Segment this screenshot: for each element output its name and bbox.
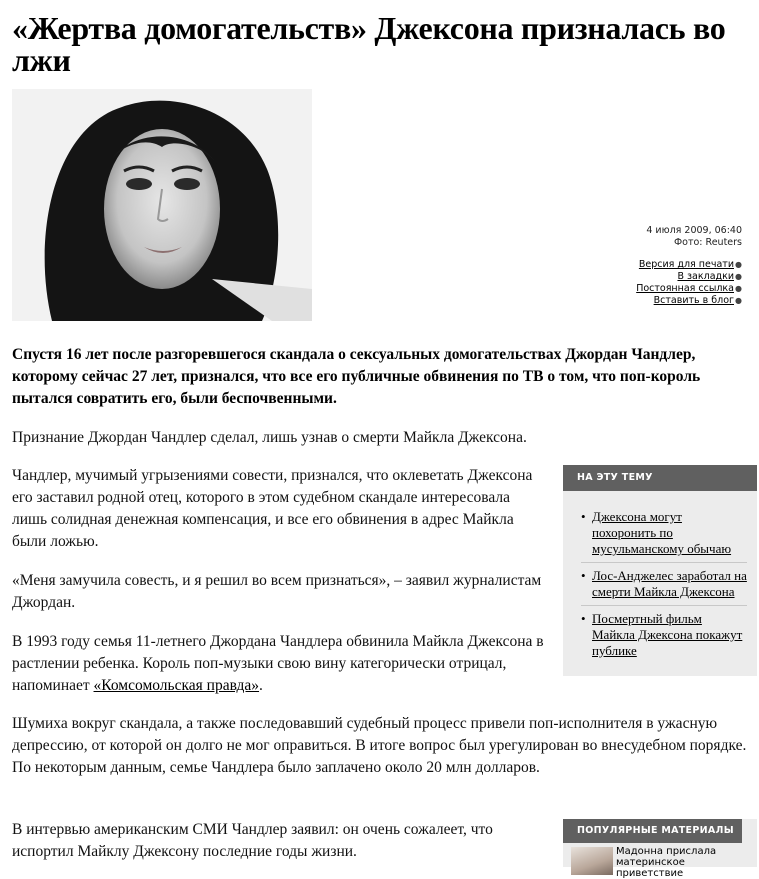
related-item xyxy=(581,611,747,664)
bullet-icon: ● xyxy=(735,272,742,281)
article-date: 4 июля 2009, 06:40 xyxy=(646,225,742,236)
related-list xyxy=(563,491,757,664)
embed-blog-link[interactable]: Вставить в блог xyxy=(653,295,734,306)
article-paragraph: «Меня замучила совесть, и я решил во всем признаться», – заявил журналистам Джордан. xyxy=(12,572,542,611)
related-item xyxy=(581,568,747,606)
popular-item-link[interactable]: Мадонна прислала материнское приветствие xyxy=(616,846,717,879)
source-link[interactable]: «Комсомольская правда» xyxy=(93,677,260,694)
related-header: НА ЭТУ ТЕМУ xyxy=(563,465,757,491)
bullet-icon: ● xyxy=(735,260,742,269)
photo-credit: Фото: Reuters xyxy=(673,237,742,248)
popular-header: ПОПУЛЯРНЫЕ МАТЕРИАЛЫ xyxy=(563,819,742,843)
paragraph-text: В 1993 году семья 11-летнего Джордана Чандлера обвинила Майкла Джексона в растлении ребенка. Король поп-музыки свою вину категорически отрицал, напоминает xyxy=(12,633,544,694)
article-meta xyxy=(646,225,742,249)
tool-blog xyxy=(636,295,742,307)
related-box xyxy=(563,465,757,676)
permalink-link[interactable]: Постоянная ссылка xyxy=(636,283,734,294)
article-lead: Спустя 16 лет после разгоревшегося скандала о сексуальных домогательствах Джордан Чандлер, которому сейчас 27 лет, признался, что все его публичные обвинения по ТВ о том, что поп-король пытался совратить его, были беспочвенными. xyxy=(12,346,701,407)
print-version-link[interactable]: Версия для печати xyxy=(638,259,734,270)
related-link[interactable]: Лос-Анджелес заработал на смерти Майкла Джексона xyxy=(592,568,747,599)
article-tools xyxy=(636,259,742,307)
article-photo xyxy=(12,89,312,321)
article-paragraph xyxy=(12,631,552,697)
article-paragraph: Чандлер, мучимый угрызениями совести, признался, что оклеветать Джексона его заставил родной отец, которого в этом судебном скандале интересовала лишь солидная денежная компенсация, и все его обвинения в адрес Майкла были ложью. xyxy=(12,467,533,550)
related-link[interactable]: Джексона могут похоронить по мусульманскому обычаю xyxy=(592,509,732,556)
popular-box xyxy=(563,819,757,879)
bullet-icon: ● xyxy=(735,296,742,305)
bookmark-link[interactable]: В закладки xyxy=(677,271,734,282)
tool-permalink xyxy=(636,283,742,295)
tool-print xyxy=(636,259,742,271)
related-link[interactable]: Посмертный фильм Майкла Джексона покажут публике xyxy=(592,611,743,658)
article-title: «Жертва домогательств» Джексона призналась во лжи xyxy=(12,10,726,78)
paragraph-end: . xyxy=(259,677,263,694)
article-paragraph: Признание Джордан Чандлер сделал, лишь узнав о смерти Майкла Джексона. xyxy=(12,429,527,446)
bullet-icon: ● xyxy=(735,284,742,293)
article-paragraph: Шумиха вокруг скандала, а также последовавший судебный процесс привели поп-исполнителя в ужасную депрессию, от которой он долго не мог оправиться. В итоге вопрос был урегулирован во внесудебном порядке. По некоторым данным, семье Чандлера было заплачено около 20 млн долларов. xyxy=(12,715,747,776)
related-item xyxy=(581,509,747,563)
tool-bookmark xyxy=(636,271,742,283)
popular-thumbnail[interactable] xyxy=(571,847,613,875)
article-paragraph: В интервью американским СМИ Чандлер заявил: он очень сожалеет, что испортил Майклу Джексону последние годы жизни. xyxy=(12,821,493,860)
portrait-illustration xyxy=(12,89,312,321)
